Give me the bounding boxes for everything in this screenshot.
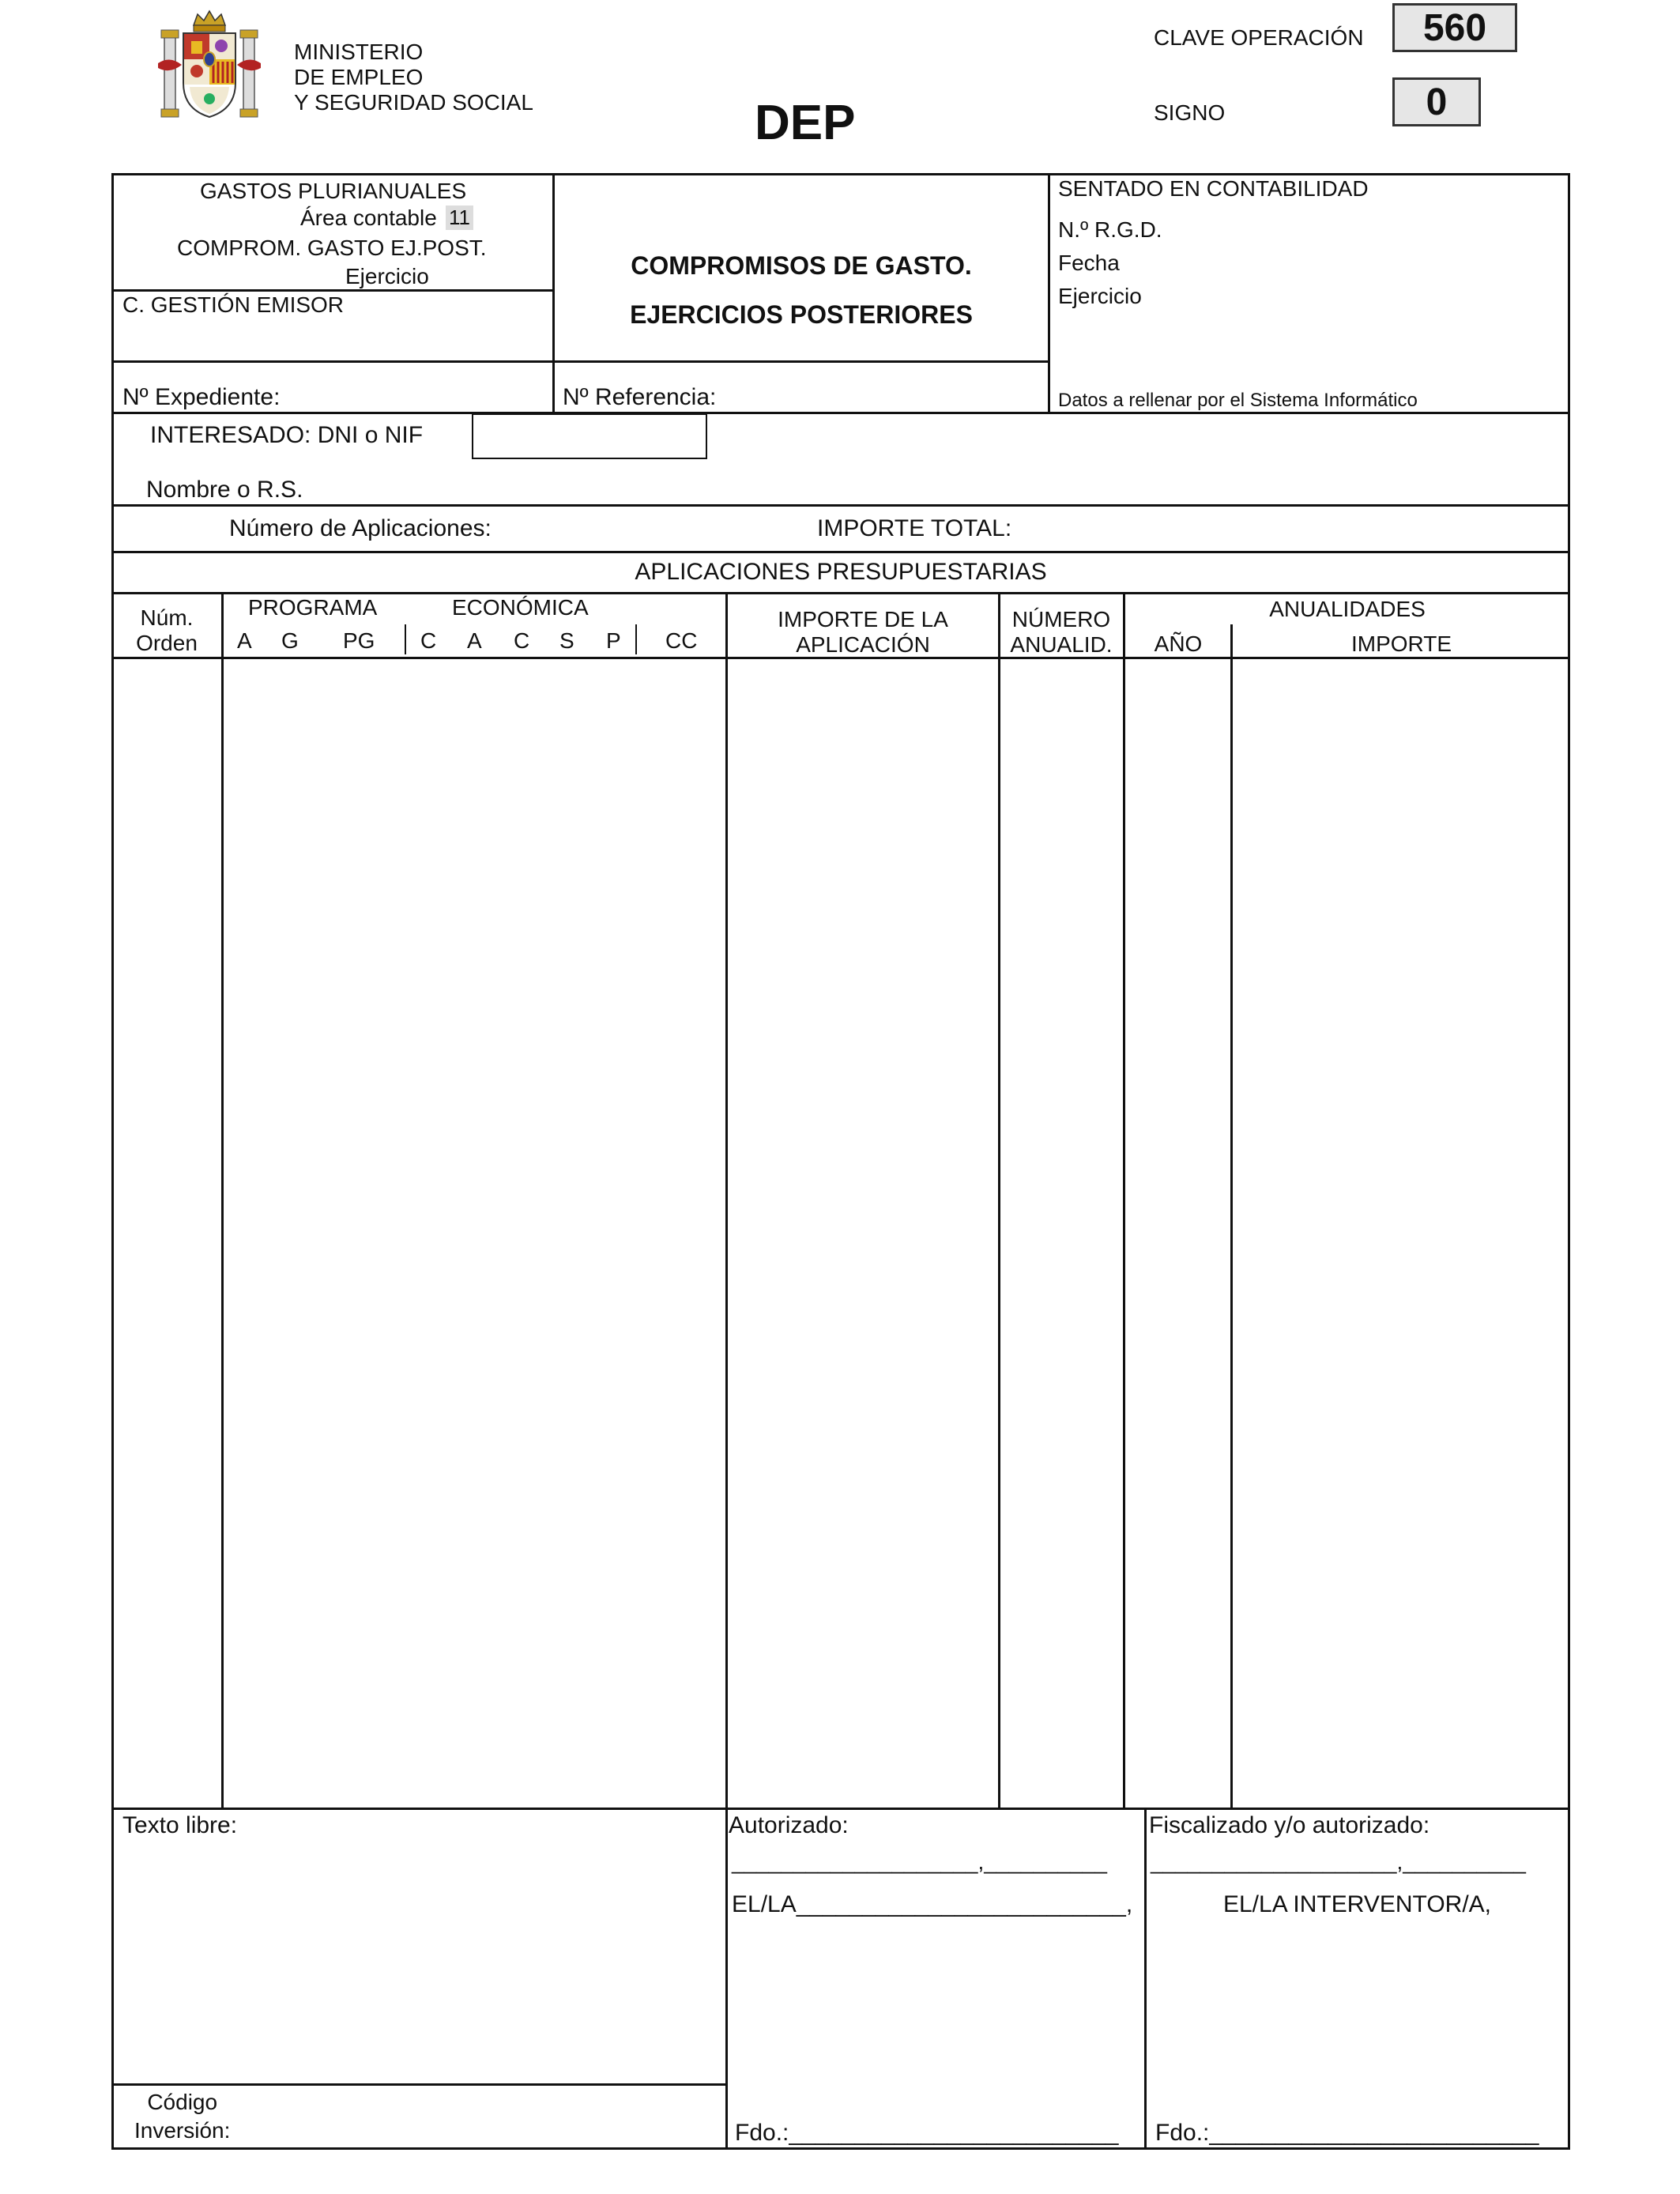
num-aplicaciones-label: Número de Aplicaciones:	[229, 515, 492, 541]
num-orden-line1: Núm.	[140, 605, 194, 630]
divider	[998, 592, 1000, 1809]
fecha-label: Fecha	[1058, 251, 1120, 275]
area-contable-value: 11	[446, 205, 473, 230]
interventor-label: EL/LA INTERVENTOR/A,	[1222, 1891, 1491, 1917]
coat-of-arms-logo	[158, 8, 261, 123]
texto-libre-field[interactable]	[119, 1845, 719, 2079]
table-cell-aplicacion[interactable]	[224, 660, 724, 1806]
doc-code: DEP	[755, 96, 856, 150]
economica-header: ECONÓMICA	[452, 595, 589, 620]
ministry-name	[294, 40, 533, 115]
divider	[725, 1808, 728, 2150]
divider	[635, 624, 637, 654]
programa-sub-a: A	[237, 628, 252, 653]
nombre-label: Nombre o R.S.	[146, 477, 303, 503]
autorizado-date-line[interactable]: ____________________,__________	[732, 1849, 1107, 1874]
importe-header: IMPORTE	[1350, 631, 1452, 656]
divider	[111, 657, 1570, 659]
importe-aplicacion-line2: APLICACIÓN	[796, 632, 930, 657]
divider	[111, 504, 1570, 507]
form-title-line2: EJERCICIOS POSTERIORES	[630, 300, 973, 329]
divider	[1048, 173, 1050, 413]
divider	[1123, 592, 1125, 1809]
divider	[111, 2083, 727, 2086]
aplicaciones-title: APLICACIONES PRESUPUESTARIAS	[635, 559, 1047, 585]
clave-operacion-label: CLAVE OPERACIÓN	[1154, 25, 1364, 50]
dni-nif-input[interactable]	[472, 413, 707, 459]
fiscalizado-label: Fiscalizado y/o autorizado:	[1149, 1812, 1430, 1838]
expediente-label: Nº Expediente:	[122, 384, 281, 410]
num-orden-header	[111, 605, 222, 656]
table-cell-anio[interactable]	[1126, 660, 1229, 1806]
table-cell-numero-anualid[interactable]	[1001, 660, 1121, 1806]
table-cell-importe-aplicacion[interactable]	[729, 660, 996, 1806]
codigo-inversion-label	[134, 2088, 230, 2145]
economica-sub-c2: C	[514, 628, 530, 653]
cc-header: CC	[665, 628, 698, 653]
contab-ejercicio-label: Ejercicio	[1058, 284, 1142, 308]
codigo-inversion-line2: Inversión:	[134, 2118, 231, 2143]
clave-operacion-value: 560	[1392, 3, 1517, 52]
fdo-fiscalizado[interactable]: Fdo.:_________________________	[1155, 2120, 1539, 2146]
fdo-autorizado[interactable]: Fdo.:_________________________	[735, 2120, 1119, 2146]
economica-sub-a: A	[467, 628, 482, 653]
divider	[111, 592, 1570, 594]
numero-anualid-line2: ANUALID.	[1010, 632, 1113, 657]
rgd-label: N.º R.G.D.	[1058, 217, 1162, 242]
importe-aplicacion-header	[727, 607, 999, 658]
contabilidad-title: SENTADO EN CONTABILIDAD	[1058, 176, 1369, 201]
codigo-inversion-field[interactable]	[261, 2090, 719, 2146]
anualidades-header: ANUALIDADES	[1269, 597, 1426, 621]
nombre-field[interactable]	[316, 468, 1557, 503]
numero-anualid-header	[1000, 607, 1123, 658]
importe-aplicacion-line1: IMPORTE DE LA	[778, 607, 948, 631]
autorizado-label: Autorizado:	[729, 1812, 849, 1838]
economica-sub-s: S	[559, 628, 574, 653]
divider	[111, 360, 1049, 363]
divider	[111, 412, 1570, 414]
divider	[111, 289, 553, 292]
signo-label: SIGNO	[1154, 100, 1226, 125]
programa-sub-pg: PG	[343, 628, 375, 653]
ejercicio-label: Ejercicio	[345, 264, 429, 288]
divider	[405, 624, 406, 654]
fiscalizado-date-line[interactable]: ____________________,__________	[1151, 1849, 1526, 1874]
ministry-line: DE EMPLEO	[294, 65, 424, 89]
divider	[1144, 1808, 1147, 2150]
gestion-emisor-label: C. GESTIÓN EMISOR	[122, 292, 345, 317]
comprom-gasto-label: COMPROM. GASTO EJ.POST.	[177, 236, 487, 260]
table-cell-importe[interactable]	[1234, 660, 1567, 1806]
importe-total-label: IMPORTE TOTAL:	[817, 515, 1012, 541]
num-orden-line2: Orden	[136, 631, 198, 655]
signo-value: 0	[1392, 77, 1481, 126]
referencia-label: Nº Referencia:	[563, 384, 717, 410]
programa-sub-g: G	[281, 628, 299, 653]
expediente-field[interactable]	[292, 371, 545, 411]
form-title-line1: COMPROMISOS DE GASTO.	[631, 251, 972, 280]
area-contable-label: Área contable	[300, 205, 437, 230]
economica-sub-p: P	[606, 628, 621, 653]
ministry-line: Y SEGURIDAD SOCIAL	[294, 90, 533, 115]
el-la-line[interactable]: EL/LA_________________________,	[732, 1891, 1133, 1917]
divider	[221, 592, 224, 1809]
divider	[111, 1808, 1570, 1810]
form-title	[555, 241, 1048, 339]
referencia-field[interactable]	[727, 371, 1043, 411]
numero-anualid-line1: NÚMERO	[1011, 607, 1111, 631]
table-cell-num-orden[interactable]	[114, 660, 220, 1806]
divider	[111, 551, 1570, 553]
interesado-label: INTERESADO: DNI o NIF	[150, 422, 424, 448]
sistema-note: Datos a rellenar por el Sistema Informático	[1058, 390, 1418, 411]
anio-header: AÑO	[1154, 631, 1203, 656]
divider	[725, 592, 728, 1809]
codigo-inversion-line1: Código	[147, 2090, 218, 2114]
programa-header: PROGRAMA	[248, 595, 378, 620]
divider	[1230, 624, 1233, 1809]
ministry-line: MINISTERIO	[294, 40, 424, 64]
texto-libre-label: Texto libre:	[122, 1812, 238, 1838]
economica-sub-c1: C	[420, 628, 437, 653]
gestion-emisor-field[interactable]	[119, 320, 545, 360]
gastos-plurianuales-label: GASTOS PLURIANUALES	[200, 179, 467, 203]
